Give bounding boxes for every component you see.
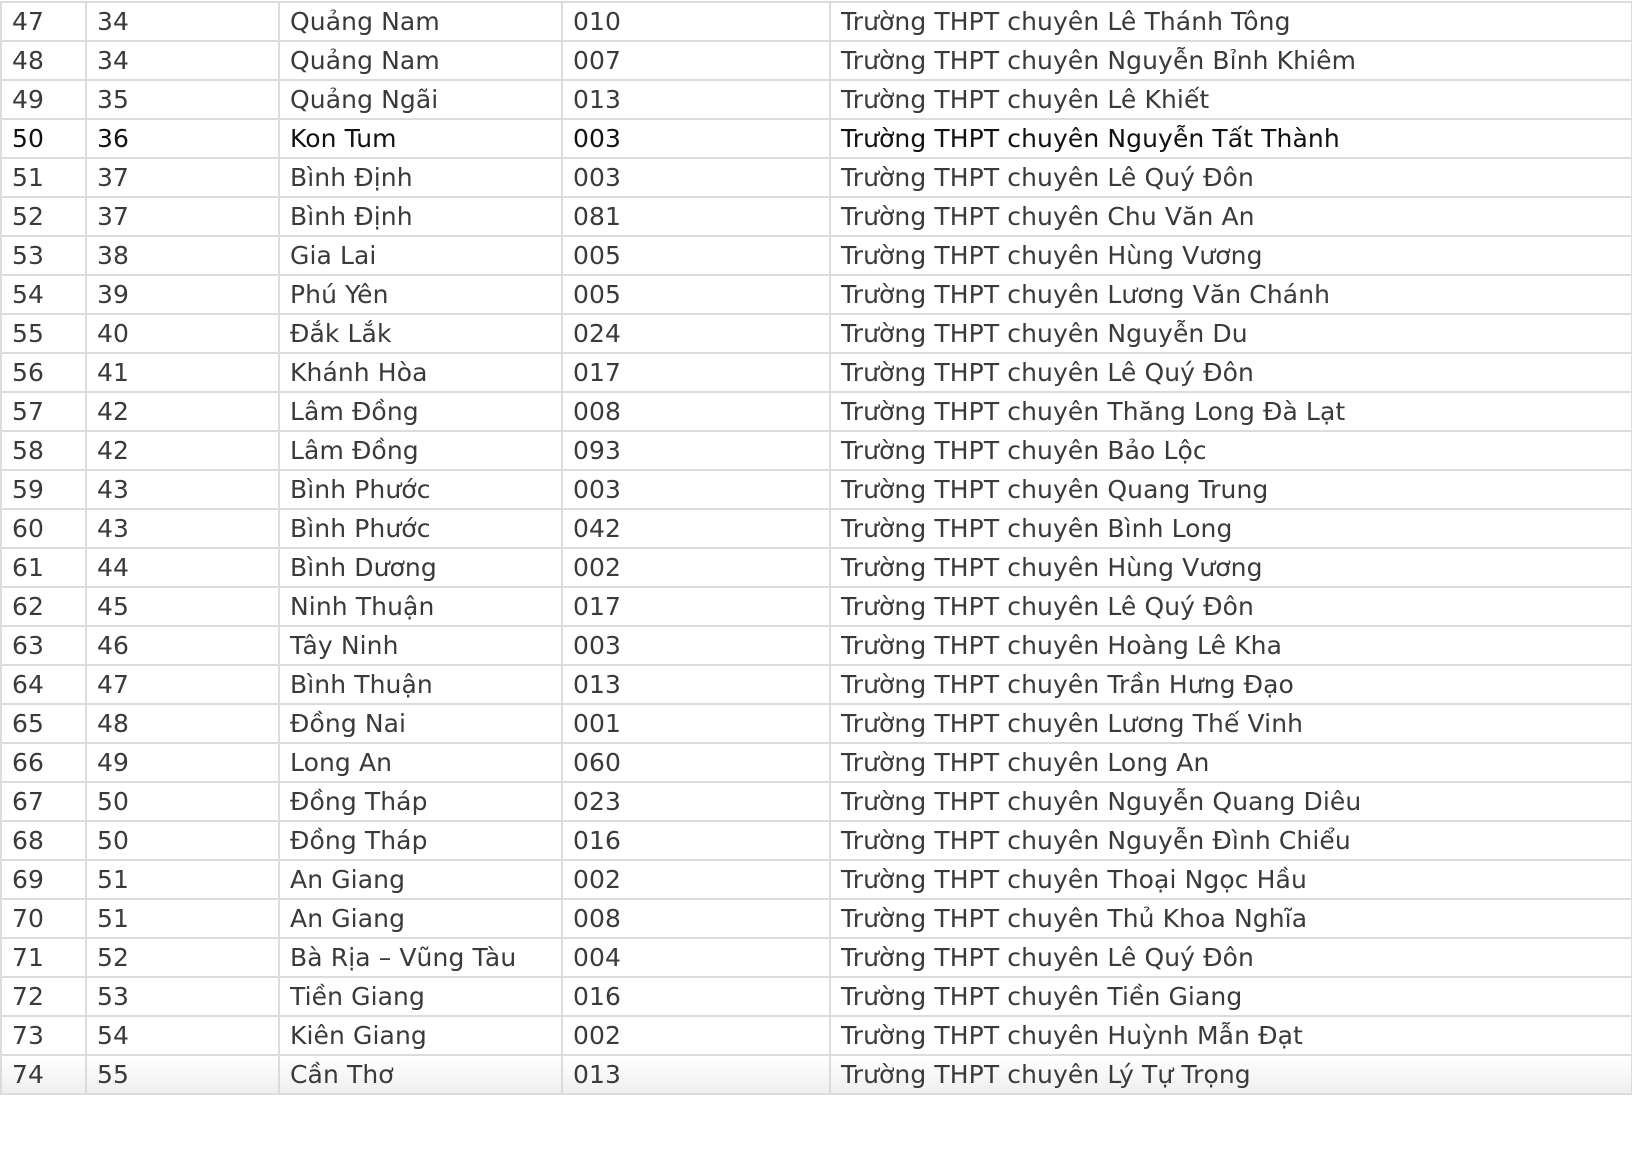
school-code-cell: 042: [562, 509, 830, 548]
school-name-cell: Trường THPT chuyên Nguyễn Quang Diêu: [830, 782, 1632, 821]
table-row[interactable]: [1, 548, 1632, 587]
school-name-cell: Trường THPT chuyên Lê Khiết: [830, 80, 1632, 119]
school-name-cell: Trường THPT chuyên Thăng Long Đà Lạt: [830, 392, 1632, 431]
school-code-cell: 005: [562, 236, 830, 275]
school-name-cell: Trường THPT chuyên Hùng Vương: [830, 236, 1632, 275]
province-code-cell: 50: [86, 821, 279, 860]
table-row[interactable]: [1, 899, 1632, 938]
table-row[interactable]: [1, 236, 1632, 275]
province-code-cell: 41: [86, 353, 279, 392]
row-number-cell: 55: [1, 314, 86, 353]
province-name-cell: Quảng Ngãi: [279, 80, 562, 119]
table-row[interactable]: [1, 2, 1632, 41]
school-name-cell: Trường THPT chuyên Hoàng Lê Kha: [830, 626, 1632, 665]
school-code-cell: 003: [562, 119, 830, 158]
table-row[interactable]: [1, 470, 1632, 509]
province-name-cell: Kon Tum: [279, 119, 562, 158]
province-name-cell: Tây Ninh: [279, 626, 562, 665]
province-name-cell: Bình Dương: [279, 548, 562, 587]
table-row[interactable]: [1, 197, 1632, 236]
school-code-cell: 013: [562, 80, 830, 119]
table-body: [1, 2, 1632, 1094]
table-row[interactable]: [1, 977, 1632, 1016]
row-number-cell: 47: [1, 2, 86, 41]
table-row[interactable]: [1, 704, 1632, 743]
province-name-cell: Bình Phước: [279, 470, 562, 509]
province-name-cell: Gia Lai: [279, 236, 562, 275]
province-name-cell: An Giang: [279, 899, 562, 938]
province-code-cell: 34: [86, 41, 279, 80]
table-row[interactable]: [1, 743, 1632, 782]
table-row[interactable]: [1, 665, 1632, 704]
table-row[interactable]: [1, 587, 1632, 626]
row-number-cell: 50: [1, 119, 86, 158]
table-row[interactable]: [1, 392, 1632, 431]
row-number-cell: 69: [1, 860, 86, 899]
school-code-cell: 010: [562, 2, 830, 41]
school-name-cell: Trường THPT chuyên Nguyễn Tất Thành: [830, 119, 1632, 158]
table-row[interactable]: [1, 860, 1632, 899]
row-number-cell: 51: [1, 158, 86, 197]
province-code-cell: 52: [86, 938, 279, 977]
table-row[interactable]: [1, 509, 1632, 548]
province-code-cell: 51: [86, 899, 279, 938]
school-name-cell: Trường THPT chuyên Nguyễn Bỉnh Khiêm: [830, 41, 1632, 80]
province-code-cell: 38: [86, 236, 279, 275]
table-row[interactable]: [1, 782, 1632, 821]
province-code-cell: 50: [86, 782, 279, 821]
province-code-cell: 43: [86, 470, 279, 509]
school-code-cell: 007: [562, 41, 830, 80]
row-number-cell: 59: [1, 470, 86, 509]
row-number-cell: 66: [1, 743, 86, 782]
school-name-cell: Trường THPT chuyên Lê Quý Đôn: [830, 938, 1632, 977]
row-number-cell: 54: [1, 275, 86, 314]
province-code-cell: 42: [86, 392, 279, 431]
table-row[interactable]: [1, 1055, 1632, 1094]
school-code-cell: 013: [562, 1055, 830, 1094]
row-number-cell: 57: [1, 392, 86, 431]
school-name-cell: Trường THPT chuyên Lương Thế Vinh: [830, 704, 1632, 743]
school-name-cell: Trường THPT chuyên Thoại Ngọc Hầu: [830, 860, 1632, 899]
province-code-cell: 46: [86, 626, 279, 665]
row-number-cell: 52: [1, 197, 86, 236]
school-code-cell: 002: [562, 548, 830, 587]
table-row[interactable]: [1, 80, 1632, 119]
school-name-cell: Trường THPT chuyên Tiền Giang: [830, 977, 1632, 1016]
row-number-cell: 60: [1, 509, 86, 548]
province-name-cell: Phú Yên: [279, 275, 562, 314]
school-code-cell: 003: [562, 470, 830, 509]
school-code-cell: 017: [562, 587, 830, 626]
province-code-cell: 39: [86, 275, 279, 314]
school-code-cell: 008: [562, 392, 830, 431]
school-code-cell: 008: [562, 899, 830, 938]
school-name-cell: Trường THPT chuyên Long An: [830, 743, 1632, 782]
school-name-cell: Trường THPT chuyên Nguyễn Du: [830, 314, 1632, 353]
school-code-cell: 017: [562, 353, 830, 392]
province-code-cell: 51: [86, 860, 279, 899]
table-row[interactable]: [1, 314, 1632, 353]
province-code-cell: 37: [86, 158, 279, 197]
school-name-cell: Trường THPT chuyên Hùng Vương: [830, 548, 1632, 587]
province-code-cell: 42: [86, 431, 279, 470]
table-row[interactable]: [1, 821, 1632, 860]
row-number-cell: 73: [1, 1016, 86, 1055]
row-number-cell: 70: [1, 899, 86, 938]
row-number-cell: 71: [1, 938, 86, 977]
province-name-cell: Kiên Giang: [279, 1016, 562, 1055]
row-number-cell: 61: [1, 548, 86, 587]
specialized-schools-table: [0, 1, 1632, 1095]
province-name-cell: Đắk Lắk: [279, 314, 562, 353]
row-number-cell: 58: [1, 431, 86, 470]
row-number-cell: 53: [1, 236, 86, 275]
province-name-cell: An Giang: [279, 860, 562, 899]
row-number-cell: 68: [1, 821, 86, 860]
province-name-cell: Quảng Nam: [279, 41, 562, 80]
province-code-cell: 43: [86, 509, 279, 548]
table-row[interactable]: [1, 431, 1632, 470]
school-code-cell: 081: [562, 197, 830, 236]
row-number-cell: 49: [1, 80, 86, 119]
province-name-cell: Bà Rịa – Vũng Tàu: [279, 938, 562, 977]
province-name-cell: Đồng Tháp: [279, 782, 562, 821]
school-code-cell: 004: [562, 938, 830, 977]
school-code-cell: 060: [562, 743, 830, 782]
school-name-cell: Trường THPT chuyên Nguyễn Đình Chiểu: [830, 821, 1632, 860]
province-code-cell: 44: [86, 548, 279, 587]
province-code-cell: 37: [86, 197, 279, 236]
province-name-cell: Bình Định: [279, 197, 562, 236]
school-name-cell: Trường THPT chuyên Chu Văn An: [830, 197, 1632, 236]
province-name-cell: Khánh Hòa: [279, 353, 562, 392]
province-name-cell: Đồng Nai: [279, 704, 562, 743]
table-row[interactable]: [1, 275, 1632, 314]
school-code-cell: 005: [562, 275, 830, 314]
row-number-cell: 62: [1, 587, 86, 626]
school-code-cell: 003: [562, 626, 830, 665]
school-name-cell: Trường THPT chuyên Lê Quý Đôn: [830, 587, 1632, 626]
school-name-cell: Trường THPT chuyên Huỳnh Mẫn Đạt: [830, 1016, 1632, 1055]
province-code-cell: 45: [86, 587, 279, 626]
school-code-cell: 003: [562, 158, 830, 197]
school-name-cell: Trường THPT chuyên Bình Long: [830, 509, 1632, 548]
school-name-cell: Trường THPT chuyên Lý Tự Trọng: [830, 1055, 1632, 1094]
school-code-cell: 016: [562, 821, 830, 860]
province-name-cell: Lâm Đồng: [279, 431, 562, 470]
province-code-cell: 40: [86, 314, 279, 353]
school-code-cell: 016: [562, 977, 830, 1016]
table-row[interactable]: [1, 938, 1632, 977]
school-name-cell: Trường THPT chuyên Lê Thánh Tông: [830, 2, 1632, 41]
table-row[interactable]: [1, 626, 1632, 665]
province-name-cell: Bình Định: [279, 158, 562, 197]
province-code-cell: 34: [86, 2, 279, 41]
row-number-cell: 63: [1, 626, 86, 665]
province-name-cell: Lâm Đồng: [279, 392, 562, 431]
table-row[interactable]: [1, 1016, 1632, 1055]
province-code-cell: 55: [86, 1055, 279, 1094]
school-name-cell: Trường THPT chuyên Quang Trung: [830, 470, 1632, 509]
province-name-cell: Quảng Nam: [279, 2, 562, 41]
school-name-cell: Trường THPT chuyên Thủ Khoa Nghĩa: [830, 899, 1632, 938]
province-name-cell: Bình Phước: [279, 509, 562, 548]
province-name-cell: Tiền Giang: [279, 977, 562, 1016]
school-code-cell: 093: [562, 431, 830, 470]
table-row[interactable]: [1, 119, 1632, 158]
school-code-cell: 001: [562, 704, 830, 743]
row-number-cell: 48: [1, 41, 86, 80]
school-name-cell: Trường THPT chuyên Bảo Lộc: [830, 431, 1632, 470]
table-row[interactable]: [1, 353, 1632, 392]
school-name-cell: Trường THPT chuyên Lương Văn Chánh: [830, 275, 1632, 314]
school-name-cell: Trường THPT chuyên Trần Hưng Đạo: [830, 665, 1632, 704]
school-name-cell: Trường THPT chuyên Lê Quý Đôn: [830, 353, 1632, 392]
row-number-cell: 74: [1, 1055, 86, 1094]
province-code-cell: 48: [86, 704, 279, 743]
province-code-cell: 35: [86, 80, 279, 119]
school-code-cell: 023: [562, 782, 830, 821]
row-number-cell: 72: [1, 977, 86, 1016]
row-number-cell: 67: [1, 782, 86, 821]
province-code-cell: 47: [86, 665, 279, 704]
province-code-cell: 49: [86, 743, 279, 782]
row-number-cell: 65: [1, 704, 86, 743]
school-code-cell: 002: [562, 860, 830, 899]
row-number-cell: 56: [1, 353, 86, 392]
province-name-cell: Đồng Tháp: [279, 821, 562, 860]
school-code-cell: 013: [562, 665, 830, 704]
province-name-cell: Long An: [279, 743, 562, 782]
table-row[interactable]: [1, 41, 1632, 80]
province-code-cell: 54: [86, 1016, 279, 1055]
table-row[interactable]: [1, 158, 1632, 197]
school-name-cell: Trường THPT chuyên Lê Quý Đôn: [830, 158, 1632, 197]
school-code-cell: 024: [562, 314, 830, 353]
province-code-cell: 36: [86, 119, 279, 158]
row-number-cell: 64: [1, 665, 86, 704]
province-name-cell: Cần Thơ: [279, 1055, 562, 1094]
province-name-cell: Bình Thuận: [279, 665, 562, 704]
province-name-cell: Ninh Thuận: [279, 587, 562, 626]
school-code-cell: 002: [562, 1016, 830, 1055]
province-code-cell: 53: [86, 977, 279, 1016]
